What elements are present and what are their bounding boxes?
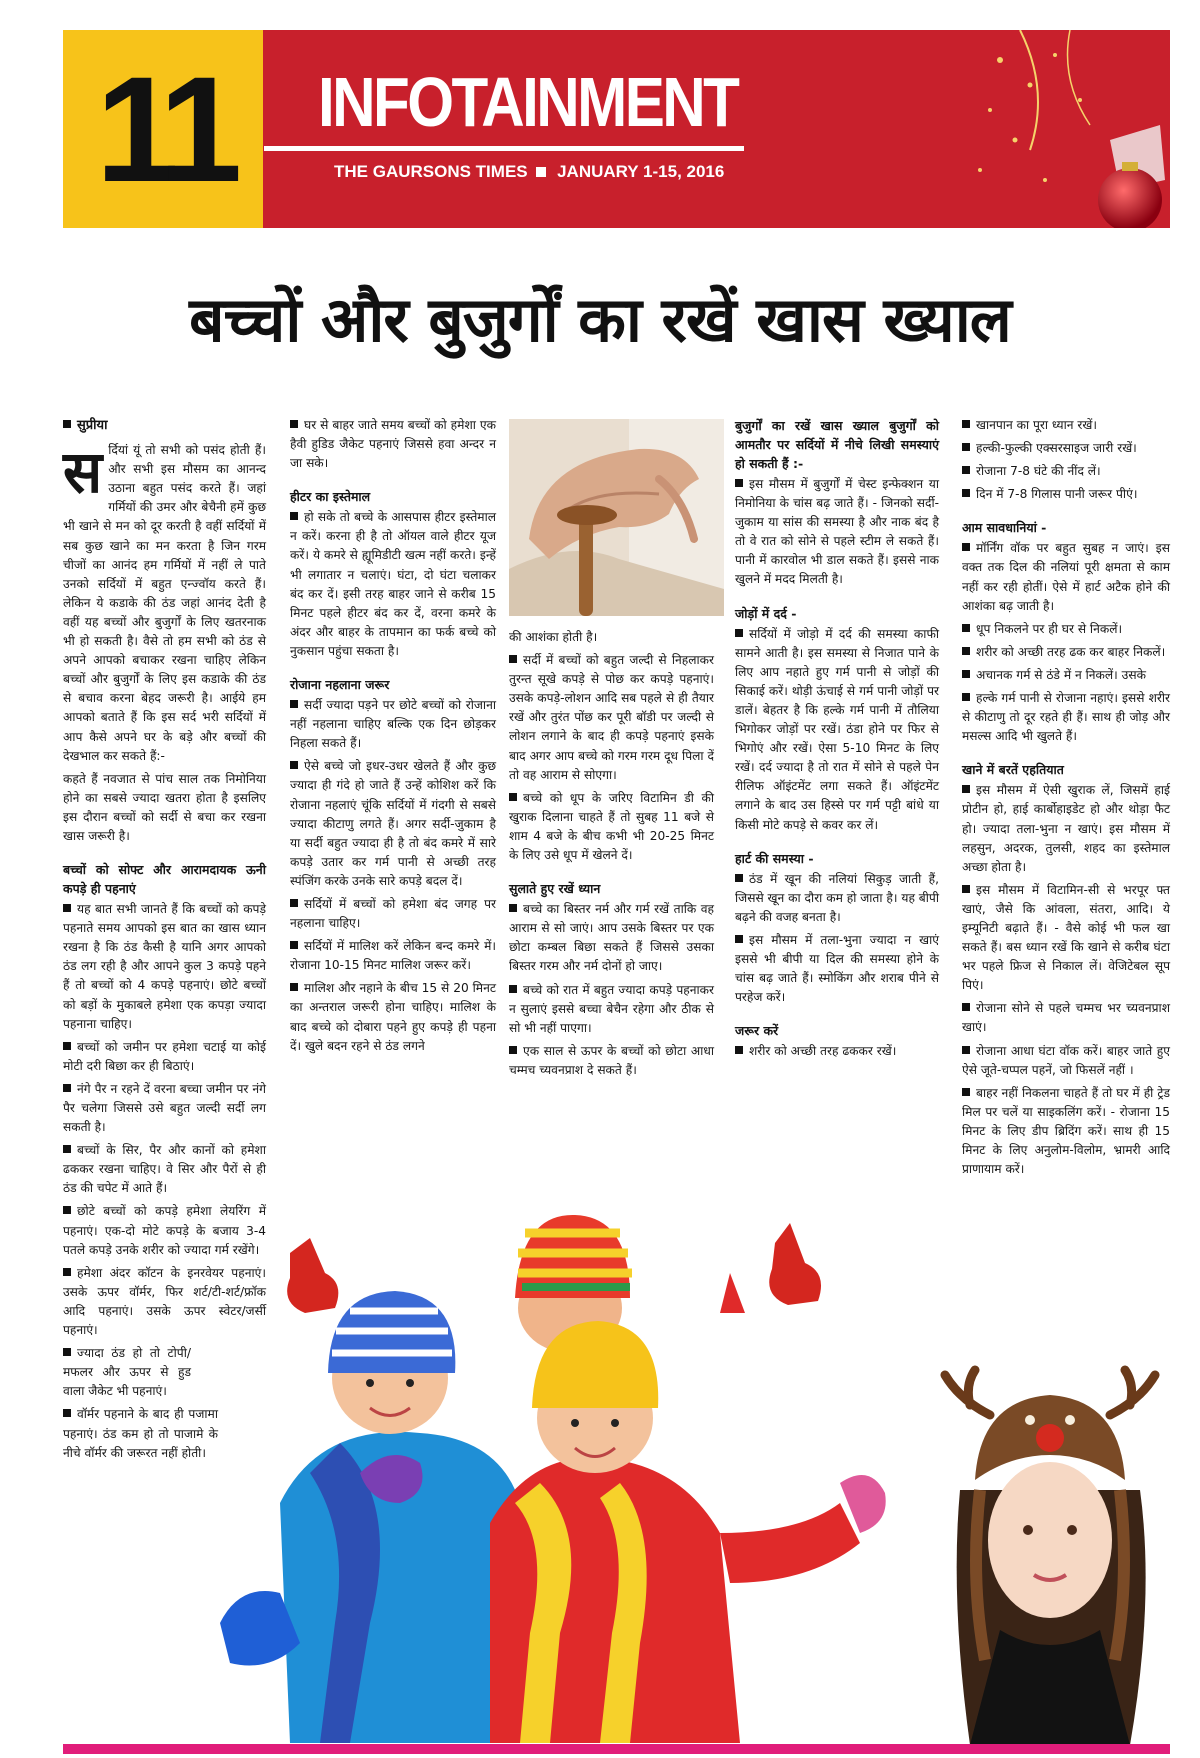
bullet-square-icon (735, 479, 743, 487)
bullet-square-icon (63, 1084, 71, 1092)
subheading: हार्ट की समस्या - (735, 850, 814, 866)
column-2 (290, 416, 496, 1060)
bullet-square-icon (735, 874, 743, 882)
bullet-text: हल्की-फुल्की एक्सरसाइज जारी रखें। (976, 441, 1137, 456)
bullet-square-icon (290, 700, 298, 708)
bullet-text: बाहर नहीं निकलना चाहते हैं तो घर में ही ट्रेड मिल पर चलें या साइकलिंग करें। - रोजाना 15 मिनट के लिए डीप ब्रिदिंग करें। साथ ही 15 मिनट के लिए अनुलोम-विलोम, भ्रामरी आदि प्राणायाम करें। (962, 1085, 1170, 1177)
bullet-square-icon (63, 1145, 71, 1153)
bullet-text: इस मौसम में विटामिन-सी से भरपूर फ्त खाएं, जैसे कि आंवला, संतरा, आदि। ये इम्यूनिटी बढ़ाते हैं। - वैसे कोई भी फल खा सकते हैं। बस ध्यान रखें कि खाने से करीब घंटा भर पहले फ्रिज से निकाल लें। वेजिटेबल सूप पिएं। (962, 882, 1170, 993)
section-title: INFOTAINMENT (318, 63, 738, 141)
bullet-square-icon (509, 793, 517, 801)
bullet-item (509, 900, 714, 976)
bullet-item (735, 931, 939, 1007)
bullet-item (962, 689, 1170, 746)
bullet-square-icon (290, 512, 298, 520)
masthead-rule (264, 146, 744, 151)
bullet-text: इस मौसम में तला-भुना ज्यादा न खाएं इससे भी बीपी या दिल की समस्या होने के चांस बढ़ जाते हैं। स्मोकिंग और शराब पीने से परहेज करें। (735, 932, 939, 1005)
bullet-text: खानपान का पूरा ध्यान रखें। (976, 418, 1097, 432)
bullet-text: मालिश और नहाने के बीच 15 से 20 मिनट का अन्तराल जरूरी होना चाहिए। मालिश के बाद बच्चे को दोबारा पहने हुए कपड़े ही पहना दें। खुले बदन रहने से ठंड लगने (290, 981, 496, 1053)
girl-reindeer-hat-photo (930, 1360, 1170, 1745)
bullet-text: सर्दियों में जोड़ो में दर्द की समस्या काफी सामने आती है। इस समस्या से निजात पाने के लिए आप नहाते हुए गर्म पानी से जोड़ों की सिकाई करें। थोड़ी ऊंचाई से गर्म पानी जोड़ों पर डालें। बेहतर है कि हल्के गर्म पानी में तौलिया भिगोकर जोड़ों पर रखें। ठंडा होने पर फिर से भिगोएं और रखें। ऐसा 5-10 मिनट के लिए रखें। दर्द ज्यादा है तो रात में सोने से पहले पेन रीलिफ ऑइंटमेंट लगा सकते हैं। ऑइंटमेंट लगाने के बाद उस हिस्से पर गर्म पट्टी बांधे या किसी मोटे कपड़े से कवर कर लें। (735, 626, 939, 832)
subheading: रोजाना नहलाना जरूर (290, 677, 390, 693)
bullet-text: बच्चों को जमीन पर हमेशा चटाई या कोई मोटी दरी बिछा कर ही बिठाएं। (63, 1039, 266, 1073)
bullet-text: हो सके तो बच्चे के आसपास हीटर इस्तेमाल न करें। करना ही है तो ऑयल वाले हीटर यूज करें। ये कमरे से ह्यूमिडीटी खत्म नहीं करते। इन्हें भी लगातार न चलाएं। घंटा, दो घंटा चलाकर बंद कर दें। इसी तरह बाहर जाने से करीब 15 मिनट पहले हीटर बंद कर दें, वरना कमरे के अंदर और बाहर के तापमान का फर्क बच्चे को नुकसान पहुंचा सकता है। (290, 510, 496, 658)
christmas-ornament-icon (960, 30, 1170, 228)
publication-name: THE GAURSONS TIMES (334, 162, 528, 181)
bullet-item (290, 895, 496, 933)
issue-date: JANUARY 1-15, 2016 (557, 162, 725, 181)
bullet-square-icon (509, 655, 517, 663)
bullet-text: नंगे पैर न रहने दें वरना बच्चा जमीन पर नंगे पैर चलेगा जिससे उसे बहुत जल्दी सर्दी लग सकती है। (63, 1081, 266, 1135)
bullet-item (962, 462, 1170, 481)
subheading: बच्चों को सोफ्ट और आरामदायक ऊनी कपड़े ही पहनाएं (63, 862, 266, 897)
bullet-square-icon (290, 983, 298, 991)
page-number-box (63, 30, 263, 228)
headline: बच्चों और बुजुर्गों का रखें खास ख्याल (189, 283, 1011, 356)
bullet-square-icon (962, 693, 970, 701)
bullet-item (63, 1141, 266, 1198)
bullet-item (962, 781, 1170, 876)
bullet-square-icon (962, 1003, 970, 1011)
subheading: हीटर का इस्तेमाल (290, 489, 371, 505)
bullet-item (962, 620, 1170, 639)
bullet-text: बच्चे का बिस्तर नर्म और गर्म रखें ताकि वह आराम से सो जाएं। आप उसके बिस्तर पर एक छोटा कम्बल बिछा सकते हैं जिससे उसका बिस्तर गरम और नर्म दोनों हो जाए। (509, 902, 714, 974)
bullet-item (962, 539, 1170, 615)
bullet-item (509, 981, 714, 1038)
bullet-text: इस मौसम में ऐसी खुराक लें, जिसमें हाई प्रोटीन हो, हाई कार्बोहाइडेट हो और थोड़ा फैट हो। ज्यादा तला-भुना न खाएं। इस मौसम में लहसुन, अदरक, तुलसी, शहद का इस्तेमाल अच्छा होता है। (962, 783, 1170, 874)
bullet-square-icon (290, 941, 298, 949)
bullet-text: शरीर को अच्छी तरह ढक कर बाहर निकलें। (976, 644, 1166, 659)
bullet-text: घर से बाहर जाते समय बच्चों को हमेशा एक हैवी हुडिड जैकेट पहनाएं जिससे हवा अन्दर न जा सके। (290, 418, 496, 471)
subheading: जरूर करें (735, 1023, 779, 1039)
intro-text: र्दियां यूं तो सभी को पसंद होती हैं। और सभी इस मौसम का आनन्द उठाना बहुत पसंद करते हैं। जहां गर्मियों की उमर और बेचैनी हमें कुछ भी खाने से मन को दूर करती है वहीं सर्दियों में सब कुछ खाने का मन करता है जिन गरम चीजों का आनंद हम गर्मियों में नहीं ले पाते उनको सर्दियों में बहुत एन्ज्वॉय करते हैं। लेकिन ये कडाके की ठंड जहां आनंद देती है वहीं यह बच्चों और बुजुर्गों के लिए खतरनाक भी हो सकती है। वैसे तो हम सभी को ठंड से अपने आपको बचाकर रखना चाहिए लेकिन बच्चों और बुजुर्गों के लिए इस कडाके की ठंड से बचाव करना बेहद जरूरी है। आईये हम आपको बताते हैं कि इस सर्द भरी सर्दियों में आप कैसे अपने घर के बड़े और बच्चों की देखभाल कर सकते हैं:- (63, 443, 266, 763)
subheading: सुलाते हुए रखें ध्यान (509, 881, 601, 897)
paragraph: की आशंका होती है। (509, 630, 598, 644)
bullet-item (962, 999, 1170, 1037)
bullet-square-icon (509, 904, 517, 912)
column-4 (735, 416, 939, 1065)
subheading: बुजुर्गों का रखें खास ख्याल बुजुर्गों को आमतौर पर सर्दियों में नीचे लिखी समस्याएं हो सकती हैं :- (735, 418, 939, 471)
bullet-text: दिन में 7-8 गिलास पानी जरूर पीएं। (976, 487, 1138, 502)
bullet-item (962, 485, 1170, 504)
bullet-item (962, 1042, 1170, 1080)
dropcap: स (63, 438, 103, 507)
bullet-square-icon (962, 885, 970, 893)
bullet-square-icon (290, 761, 298, 769)
bullet-item (63, 900, 266, 1034)
bullet-text: रोजाना आधा घंटा वॉक करें। बाहर जाते हुए ऐसे जूते-चप्पल पहनें, जो फिसलें नहीं । (962, 1043, 1170, 1077)
children-in-winter-clothes-photo (200, 1203, 990, 1743)
intro-paragraph (63, 438, 266, 766)
bullet-item (63, 1080, 266, 1137)
subheading: जोड़ों में दर्द - (735, 605, 797, 621)
paragraph: कहते हैं नवजात से पांच साल तक निमोनिया होने का सबसे ज्यादा खतरा होता है इसलिए इस दौरान बच्चों को सर्दी से बचा कर रखना खास जरूरी है। (63, 771, 266, 843)
bullet-text: वॉर्मर पहनाने के बाद ही पजामा पहनाएं। ठंड कम हो तो पाजामे के नीचे वॉर्मर की जरूरत नहीं होती। (63, 1407, 218, 1460)
bullet-square-icon (63, 1409, 71, 1417)
bullet-square-icon (63, 420, 71, 428)
bullet-text: बच्चे को रात में बहुत ज्यादा कपड़े पहनाकर न सुलाएं इससे बच्चा बेचैन रहेगा और ठीक से सो भी नहीं पाएगा। (509, 982, 714, 1035)
column-5 (962, 416, 1170, 1183)
bullet-square-icon (962, 466, 970, 474)
bullet-square-icon (63, 904, 71, 912)
bullet-square-icon (962, 443, 970, 451)
bullet-square-icon (63, 1348, 71, 1356)
bullet-square-icon (962, 647, 970, 655)
bullet-item (509, 651, 714, 785)
bullet-item (735, 1042, 939, 1061)
bullet-square-icon (962, 543, 970, 551)
bullet-square-icon (509, 1046, 517, 1054)
bullet-item (735, 625, 939, 835)
bullet-item (63, 1038, 266, 1076)
bullet-item (290, 937, 496, 975)
subheading: आम सावधानियां - (962, 520, 1047, 536)
bullet-item (962, 416, 1170, 435)
bullet-text: इस मौसम में बुजुर्गों में चेस्ट इन्फेक्शन या निमोनिया के चांस बढ़ जाते हैं। - जिनको सर्दी-जुकाम या सांस की समस्या है और नाक बंद है तो वे रात को सोने से पहले स्टीम ले सकते हैं। पानी में कारवोल भी डाल सकते हैं। इससे नाक खुलने में मदद मिलती है। (735, 477, 939, 587)
author-name: सुप्रीया (77, 418, 108, 433)
bullet-square-icon (962, 1088, 970, 1096)
bullet-square-icon (536, 167, 546, 177)
bullet-square-icon (962, 420, 970, 428)
bullet-square-icon (962, 489, 970, 497)
bullet-item (962, 881, 1170, 996)
bullet-item (735, 475, 939, 590)
footer-bar (63, 1744, 1170, 1754)
bullet-text: सर्दियों में बच्चों को हमेशा बंद जगह पर नहलाना चाहिए। (290, 896, 496, 931)
bullet-text: हल्के गर्म पानी से रोजाना नहाएं। इससे शरीर से कीटाणु तो दूर रहते ही हैं। साथ ही जोड़ और मसल्स आदि भी खुलते हैं। (962, 691, 1170, 744)
bullet-square-icon (63, 1206, 71, 1214)
bullet-item (290, 979, 496, 1055)
bullet-text: धूप निकलने पर ही घर से निकलें। (976, 621, 1123, 636)
bullet-item (63, 1344, 191, 1401)
bullet-text: अचानक गर्म से ठंडे में न निकलें। उसके (976, 667, 1146, 682)
bullet-square-icon (63, 1268, 71, 1276)
bullet-square-icon (290, 420, 298, 428)
bullet-text: बच्चों के सिर, पैर और कानों को हमेशा ढककर रखना चाहिए। वे सिर और पैरों से ही ठंड की चपेट में आते हैं। (63, 1143, 266, 1196)
bullet-item (735, 870, 939, 927)
bullet-item (290, 696, 496, 753)
bullet-text: छोटे बच्चों को कपड़े हमेशा लेयरिंग में पहनाएं। एक-दो मोटे कपड़े के बजाय 3-4 पतले कपड़े उनके शरीर को ज्यादा गर्म रखेंगे। (63, 1204, 266, 1257)
bullet-text: हमेशा अंदर कॉटन के इनरवेयर पहनाएं। उसके ऊपर वॉर्मर, फिर शर्ट/टी-शर्ट/फ्रॉक आदि पहनाएं। उसके ऊपर स्वेटर/जर्सी पहनाएं। (63, 1265, 266, 1338)
bullet-item (290, 757, 496, 891)
bullet-item (509, 1042, 714, 1080)
bullet-square-icon (962, 785, 970, 793)
bullet-item (962, 666, 1170, 685)
bullet-text: शरीर को अच्छी तरह ढककर रखें। (749, 1044, 897, 1059)
bullet-square-icon (962, 1046, 970, 1054)
bullet-square-icon (63, 1042, 71, 1050)
column-3 (509, 628, 714, 1084)
bullet-text: सर्दी ज्यादा पड़ने पर छोटे बच्चों को रोजाना नहीं नहलाना चाहिए बल्कि एक दिन छोड़कर निहला सकते हैं। (290, 698, 496, 751)
bullet-item (962, 643, 1170, 662)
bullet-text: मॉर्निंग वॉक पर बहुत सुबह न जाएं। इस वक्त तक दिल की नलियां पूरी क्षमता से काम नहीं कर रही होतीं। ऐसे में हार्ट अटैक होने की आशंका बढ़ जाती है। (962, 541, 1170, 613)
elderly-hands-photo (509, 419, 724, 616)
bullet-item (290, 508, 496, 661)
bullet-square-icon (735, 629, 743, 637)
bullet-item (63, 1405, 218, 1462)
bullet-text: ऐसे बच्चे जो इधर-उधर खेलते हैं और कुछ ज्यादा ही गंदे हो जाते हैं उन्हें कोशिश करें कि रोजाना नहलाएं चूंकि सर्दियों में गंदगी से सबसे ज्यादा कीटाणु लगते हैं। अगर सर्दी-जुकाम है या सर्दी बहुत ज्यादा ही है तो बंद कमरे में सारे कपड़े उतार कर गर्म पानी से अच्छी तरह स्पंजिंग करके उनके सारे कपड़े बदल दें। (290, 759, 496, 888)
bullet-square-icon (962, 670, 970, 678)
bullet-text: यह बात सभी जानते हैं कि बच्चों को कपड़े पहनाते समय आपको इस बात का खास ध्यान रखना है कि ठंड कैसी है यानि अगर आपको ठंड लग रही है और आपने कुल 3 कपड़े पहने हैं तो बच्चों को 4 कपड़े पहनाएं। छोटे बच्चों को बड़ों के मुकाबले हमेशा एक कपड़ा ज्यादा पहनाना चाहिए। (63, 902, 266, 1031)
byline (63, 416, 266, 435)
bullet-item (290, 416, 496, 473)
bullet-square-icon (735, 1046, 743, 1054)
dateline (334, 162, 724, 182)
bullet-square-icon (290, 899, 298, 907)
bullet-text: ज्यादा ठंड हो तो टोपी/मफलर और ऊपर से हुड वाला जैकेट भी पहनाएं। (63, 1346, 191, 1399)
bullet-text: सर्दी में बच्चों को बहुत जल्दी से निहलाकर तुरन्त सूखे कपड़े से पोछ कर कपड़े पहनाएं। उसके कपड़े-लोशन आदि सब पहले से ही तैयार रखें और तुरंत पोंछ कर पूरी बॉडी पर जल्दी से लोशन लगाने के बाद ही कपड़े पहनाएं इसके बाद अगर आप बच्चे को गरम गरम दूध पिला दें तो वह आराम से सोएगा। (509, 653, 714, 782)
bullet-text: रोजाना 7-8 घंटे की नींद लें। (976, 464, 1101, 479)
bullet-item (962, 1084, 1170, 1179)
bullet-square-icon (735, 935, 743, 943)
bullet-text: एक साल से ऊपर के बच्चों को छोटा आधा चम्मच च्यवनप्राश दे सकते हैं। (509, 1043, 714, 1077)
subheading: खाने में बरतें एहतियात (962, 762, 1064, 778)
bullet-text: बच्चे को धूप के जरिए विटामिन डी की खुराक दिलाना चाहते हैं तो सुबह 11 बजे से शाम 4 बजे के बीच कभी भी 20-25 मिनट के लिए उसे धूप में खेलने दें। (509, 790, 714, 863)
bullet-item (509, 789, 714, 865)
bullet-item (962, 439, 1170, 458)
bullet-text: ठंड में खून की नलियां सिकुड़ जाती हैं, जिससे खून का दौरा कम हो जाता है। यह बीपी बढ़ने की वजह बनता है। (735, 871, 939, 924)
bullet-text: सर्दियों में मालिश करें लेकिन बन्द कमरे में। रोजाना 10-15 मिनट मालिश जरूर करें। (290, 939, 496, 973)
bullet-square-icon (509, 985, 517, 993)
bullet-text: रोजाना सोने से पहले चम्मच भर च्यवनप्राश खाएं। (962, 1001, 1170, 1035)
bullet-square-icon (962, 624, 970, 632)
page-number: 11 (95, 45, 231, 213)
